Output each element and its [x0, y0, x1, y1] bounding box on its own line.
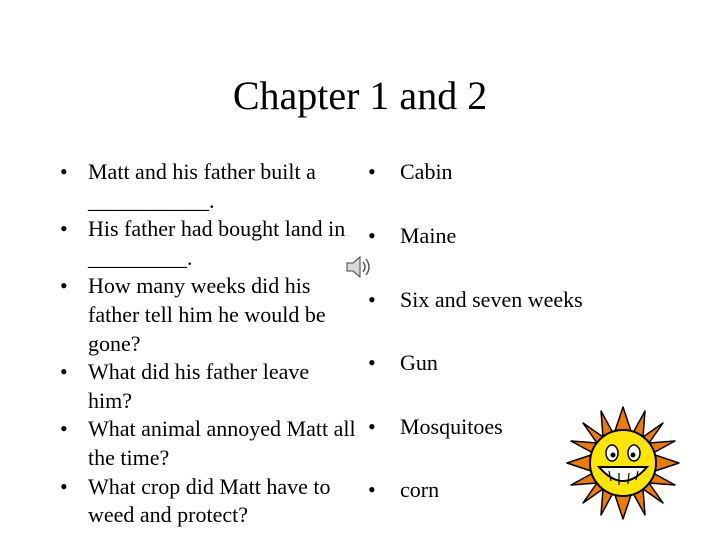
- question-item: • What crop did Matt have to weed and protect?: [58, 473, 358, 530]
- question-item: • Matt and his father built a ___________.: [58, 158, 358, 215]
- question-item: • What animal annoyed Matt all the time?: [58, 415, 358, 472]
- question-list: [58, 158, 358, 530]
- speaker-icon[interactable]: [344, 252, 374, 282]
- answer-item: • Mosquitoes: [368, 413, 503, 441]
- answer-item: • corn: [368, 476, 439, 504]
- answer-item: • Six and seven weeks: [368, 286, 583, 314]
- question-item: • What did his father leave him?: [58, 358, 358, 415]
- question-item: • How many weeks did his father tell him he would be gone?: [58, 272, 358, 358]
- answer-item: • Cabin: [368, 158, 453, 186]
- slide-title: Chapter 1 and 2: [232, 73, 488, 118]
- question-item: • His father had bought land in _________.: [58, 215, 358, 272]
- answer-item: • Maine: [368, 222, 456, 250]
- answer-item: • Gun: [368, 349, 438, 377]
- smiling-sun-icon: [563, 403, 683, 523]
